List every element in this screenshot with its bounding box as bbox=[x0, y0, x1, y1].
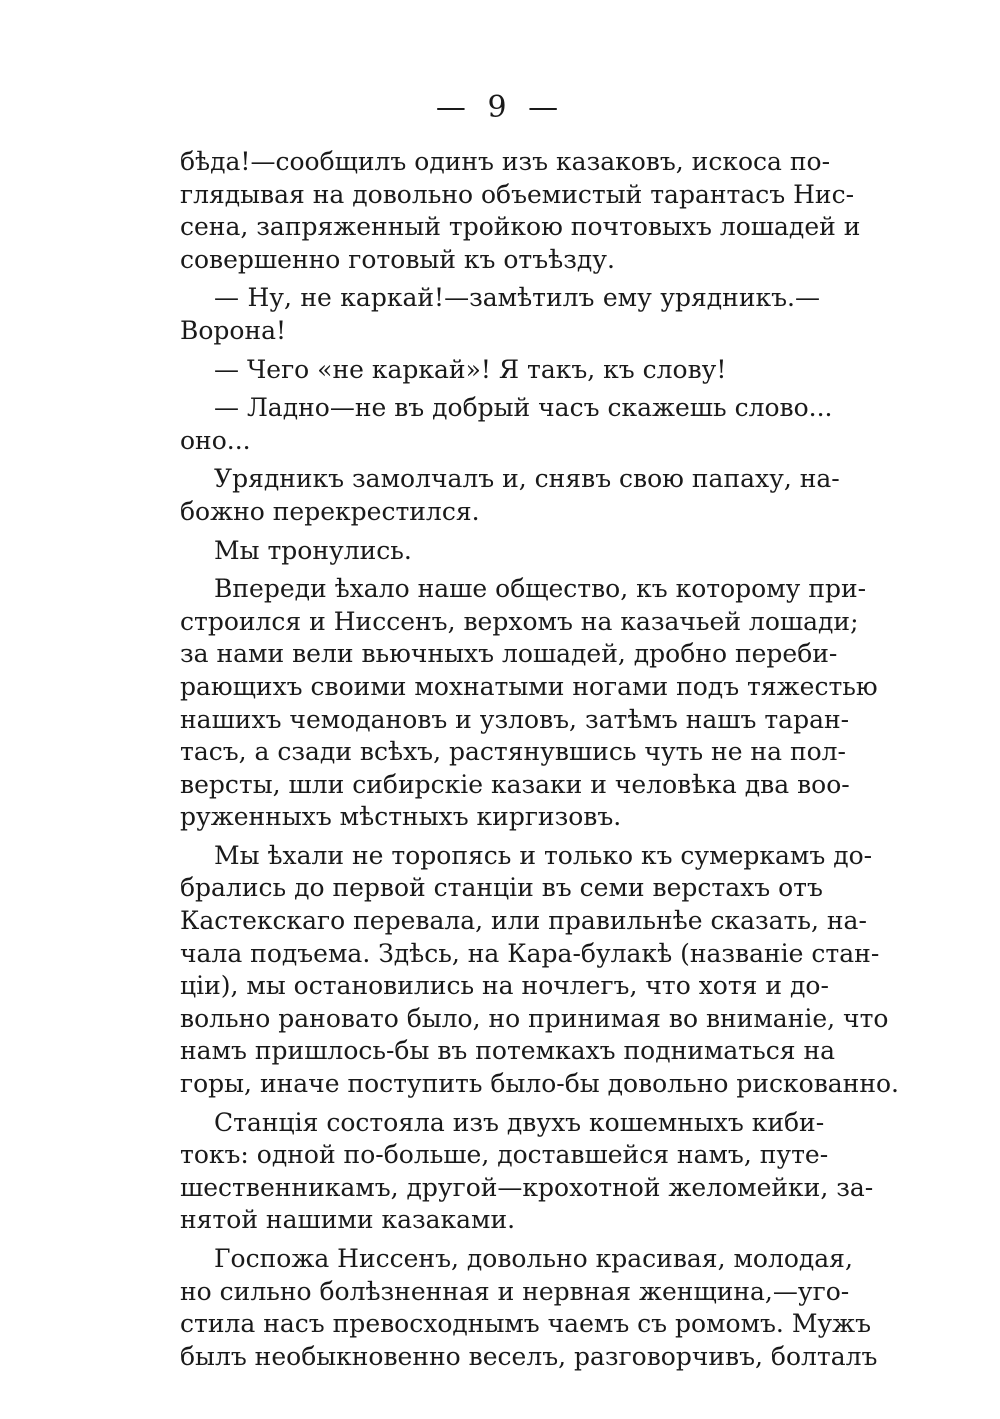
text-line: совершенно готовый къ отъѣзду. bbox=[180, 244, 615, 274]
paragraph bbox=[180, 282, 820, 347]
text-line: Мы тронулись. bbox=[214, 535, 412, 565]
text-line: брались до первой станціи въ семи верстахъ отъ bbox=[180, 873, 823, 903]
text-line: оно... bbox=[180, 425, 251, 455]
text-line: нашихъ чемодановъ и узловъ, затѣмъ нашъ таран- bbox=[180, 704, 850, 734]
text-line: ціи), мы остановились на ночлегъ, что хотя и до- bbox=[180, 971, 829, 1001]
text-line: Мы ѣхали не торопясь и только къ сумеркамъ до- bbox=[214, 840, 873, 870]
text-line: шественникамъ, другой—крохотной желомейки, за- bbox=[180, 1172, 874, 1202]
text-line: но сильно болѣзненная и нервная женщина,—уго- bbox=[180, 1276, 850, 1306]
text-line: божно перекрестился. bbox=[180, 496, 480, 526]
text-line: бѣда!—сообщилъ одинъ изъ казаковъ, искоса по- bbox=[180, 147, 831, 176]
text-line: былъ необыкновенно веселъ, разговорчивъ, болталъ bbox=[180, 1341, 878, 1371]
text-line: токъ: одной по-больше, доставшейся намъ, путе- bbox=[180, 1140, 829, 1170]
text-line: — Чего «не каркай»! Я такъ, къ слову! bbox=[214, 354, 727, 384]
text-line: — Ну, не каркай!—замѣтилъ ему урядникъ.— bbox=[214, 283, 820, 313]
paragraph bbox=[180, 392, 833, 457]
text-line: Урядникъ замолчалъ и, снявъ свою папаху, на- bbox=[214, 464, 840, 494]
body-text bbox=[180, 146, 900, 1373]
paragraph bbox=[180, 1243, 878, 1373]
text-line: нятой нашими казаками. bbox=[180, 1205, 516, 1235]
text-line: тасъ, а сзади всѣхъ, растянувшись чуть не на пол- bbox=[180, 737, 846, 767]
text-line: вольно рановато было, но принимая во вниманіе, что bbox=[180, 1003, 889, 1033]
paragraph bbox=[180, 840, 900, 1101]
paragraph bbox=[180, 535, 820, 568]
paragraph bbox=[180, 573, 878, 834]
text-line: Впереди ѣхало наше общество, къ которому при- bbox=[214, 574, 867, 604]
paragraph bbox=[180, 354, 820, 387]
paragraph bbox=[180, 1107, 874, 1237]
text-line: чала подъема. Здѣсь, на Кара-булакѣ (названіе стан- bbox=[180, 938, 880, 968]
text-line: глядывая на довольно объемистый тарантасъ Нис- bbox=[180, 179, 855, 209]
text-line: сена, запряженный тройкою почтовыхъ лошадей и bbox=[180, 212, 861, 242]
text-line: Станція состояла изъ двухъ кошемныхъ киби- bbox=[214, 1107, 825, 1137]
text-line: стила насъ превосходнымъ чаемъ съ ромомъ. Мужъ bbox=[180, 1309, 872, 1339]
text-line: — Ладно—не въ добрый часъ скажешь слово... bbox=[214, 393, 833, 423]
paragraph bbox=[180, 146, 861, 276]
text-line: Ворона! bbox=[180, 315, 287, 345]
text-line: версты, шли сибирскіе казаки и человѣка два воо- bbox=[180, 769, 850, 799]
text-line: горы, иначе поступить было-бы довольно рискованно. bbox=[180, 1069, 900, 1099]
text-line: Кастекскаго перевала, или правильнѣе сказать, на- bbox=[180, 906, 867, 936]
text-line: Госпожа Ниссенъ, довольно красивая, молодая, bbox=[214, 1244, 853, 1273]
paragraph bbox=[180, 463, 840, 528]
text-line: рающихъ своими мохнатыми ногами подъ тяжестью bbox=[180, 671, 878, 701]
text-line: за нами вели вьючныхъ лошадей, дробно переби- bbox=[180, 639, 838, 669]
page-number: — 9 — bbox=[435, 90, 565, 125]
text-line: строился и Ниссенъ, верхомъ на казачьей лошади; bbox=[180, 606, 859, 636]
text-line: руженныхъ мѣстныхъ киргизовъ. bbox=[180, 802, 622, 832]
text-line: намъ пришлось-бы въ потемкахъ подниматься на bbox=[180, 1036, 836, 1066]
